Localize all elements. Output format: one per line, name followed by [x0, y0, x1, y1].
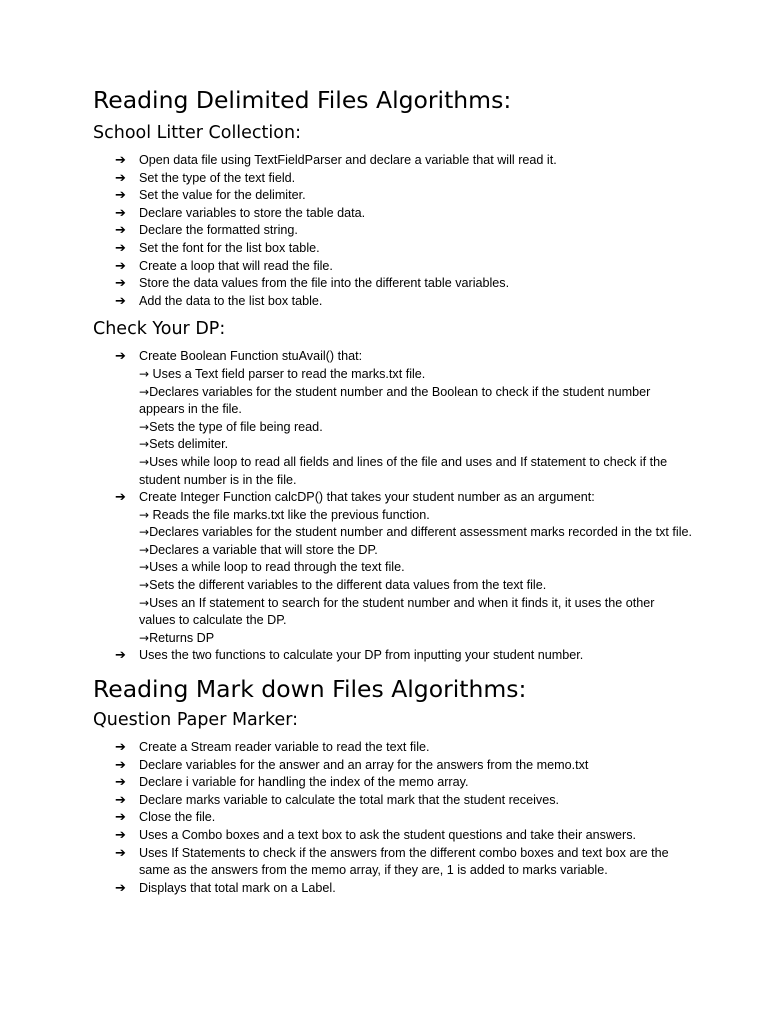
list-item: ➔ Declare the formatted string. [115, 223, 298, 239]
arrow-icon: → [139, 560, 150, 575]
arrow-icon: → [139, 384, 150, 399]
arrow-bullet-icon: ➔ [115, 775, 126, 791]
list-item: ➔ Set the font for the list box table. [115, 240, 320, 256]
arrow-bullet-icon: ➔ [115, 170, 126, 186]
litter-list [93, 152, 693, 310]
list-item: ➔ Uses a Combo boxes and a text box to ask the student questions and take their answers. [115, 828, 637, 843]
arrow-bullet-icon: ➔ [115, 293, 126, 309]
arrow-icon: → [139, 454, 150, 469]
arrow-bullet-icon: ➔ [115, 490, 126, 506]
list-item: ➔ Create Integer Function calcDP() that takes your student number as an argument: → Reads the file marks.txt like the previous function. →Declares variables for the student number and different assessment marks recorded in the txt file. →Declares a variable that will store the DP. →Uses a while loop to read through the text file. →Sets the different variables to the different data values from the text file. →Uses an If statement to search for the student number and when it finds it, it uses the other values to calculate the DP. →Returns DP [93, 489, 693, 647]
list-item: ➔ Displays that total mark on a Label. [115, 880, 336, 896]
list-item: ➔ Store the data values from the file into the different table variables. [115, 276, 510, 292]
arrow-icon: → [139, 595, 150, 610]
arrow-bullet-icon: ➔ [115, 792, 126, 808]
arrow-icon: → [139, 542, 150, 557]
sub-item: →Sets delimiter. [139, 437, 229, 452]
arrow-bullet-icon: ➔ [115, 828, 126, 843]
arrow-icon: → [139, 366, 150, 381]
arrow-icon: → [139, 525, 150, 540]
subsection-title-question-paper: Question Paper Marker: [93, 710, 299, 731]
list-item: ➔ Declare i variable for handling the index of the memo array. [115, 775, 469, 791]
arrow-bullet-icon: ➔ [115, 153, 126, 168]
question-paper-list [93, 739, 693, 897]
sub-item: →Declares variables for the student number and the Boolean to check if the student number appears in the file. [139, 384, 651, 417]
subsection-title-litter: School Litter Collection: [93, 123, 301, 143]
list-item: ➔ Uses the two functions to calculate your DP from inputting your student number. [115, 648, 584, 664]
arrow-bullet-icon: ➔ [115, 188, 126, 204]
arrow-icon: → [139, 419, 150, 434]
arrow-bullet-icon: ➔ [115, 258, 126, 274]
list-item: ➔ Declare variables for the answer and an array for the answers from the memo.txt [115, 757, 589, 773]
list-item: ➔ Create a Stream reader variable to read the text file. [115, 740, 430, 756]
arrow-bullet-icon: ➔ [115, 880, 126, 896]
arrow-icon: → [139, 437, 150, 452]
sub-item: →Sets the different variables to the different data values from the text file. [139, 578, 547, 593]
arrow-bullet-icon: ➔ [115, 648, 126, 664]
sub-item: →Declares a variable that will store the DP. [139, 542, 378, 557]
list-item: ➔ Open data file using TextFieldParser and declare a variable that will read it. [115, 153, 557, 168]
arrow-bullet-icon: ➔ [115, 810, 126, 826]
list-item: ➔ Add the data to the list box table. [115, 293, 323, 309]
list-item: ➔ Declare marks variable to calculate the total mark that the student receives. [115, 792, 559, 808]
list-item: ➔ Uses If Statements to check if the answers from the different combo boxes and text box are the same as the answers from the memo array, if they are, 1 is added to marks variable. [115, 845, 669, 878]
sub-item: →Declares variables for the student number and different assessment marks recorded in the txt file. [139, 525, 693, 540]
sub-item: →Uses while loop to read all fields and lines of the file and uses and If statement to check if the student number is in the file. [139, 454, 668, 487]
section-heading-delimited: Reading Delimited Files Algorithms: [93, 86, 512, 114]
check-dp-list [93, 348, 693, 665]
document-page [93, 86, 693, 897]
list-item: ➔ Declare variables to store the table data. [115, 205, 366, 221]
sub-item: → Reads the file marks.txt like the previous function. [139, 507, 430, 522]
sub-item: →Uses an If statement to search for the student number and when it finds it, it uses the other values to calculate the DP. [139, 595, 655, 628]
list-item: ➔ Set the value for the delimiter. [115, 188, 306, 204]
sub-item: →Uses a while loop to read through the text file. [139, 560, 405, 575]
arrow-icon: → [139, 630, 150, 645]
arrow-bullet-icon: ➔ [115, 740, 126, 756]
list-item: ➔ Create a loop that will read the file. [115, 258, 333, 274]
sub-item: →Returns DP [139, 630, 215, 645]
arrow-bullet-icon: ➔ [115, 240, 126, 256]
arrow-icon: → [139, 507, 150, 522]
arrow-icon: → [139, 578, 150, 593]
list-item: ➔ Set the type of the text field. [115, 170, 296, 186]
sub-item: →Sets the type of file being read. [139, 419, 323, 434]
list-item: ➔ Close the file. [115, 810, 216, 826]
section-heading-markdown: Reading Mark down Files Algorithms: [93, 675, 527, 704]
list-item: ➔ Create Boolean Function stuAvail() that: → Uses a Text field parser to read the marks.txt file. →Declares variables for the student number and the Boolean to check if the student number appears in the file. →Sets the type of file being read. →Sets delimiter. →Uses while loop to read all fields and lines of the file and uses and If statement to check if the student number is in the file. [93, 348, 693, 489]
arrow-bullet-icon: ➔ [115, 223, 126, 239]
arrow-bullet-icon: ➔ [115, 276, 126, 292]
arrow-bullet-icon: ➔ [115, 349, 126, 365]
arrow-bullet-icon: ➔ [115, 845, 126, 861]
subsection-title-check-dp: Check Your DP: [93, 319, 226, 340]
arrow-bullet-icon: ➔ [115, 205, 126, 221]
arrow-bullet-icon: ➔ [115, 757, 126, 773]
sub-item: → Uses a Text field parser to read the marks.txt file. [139, 366, 426, 381]
